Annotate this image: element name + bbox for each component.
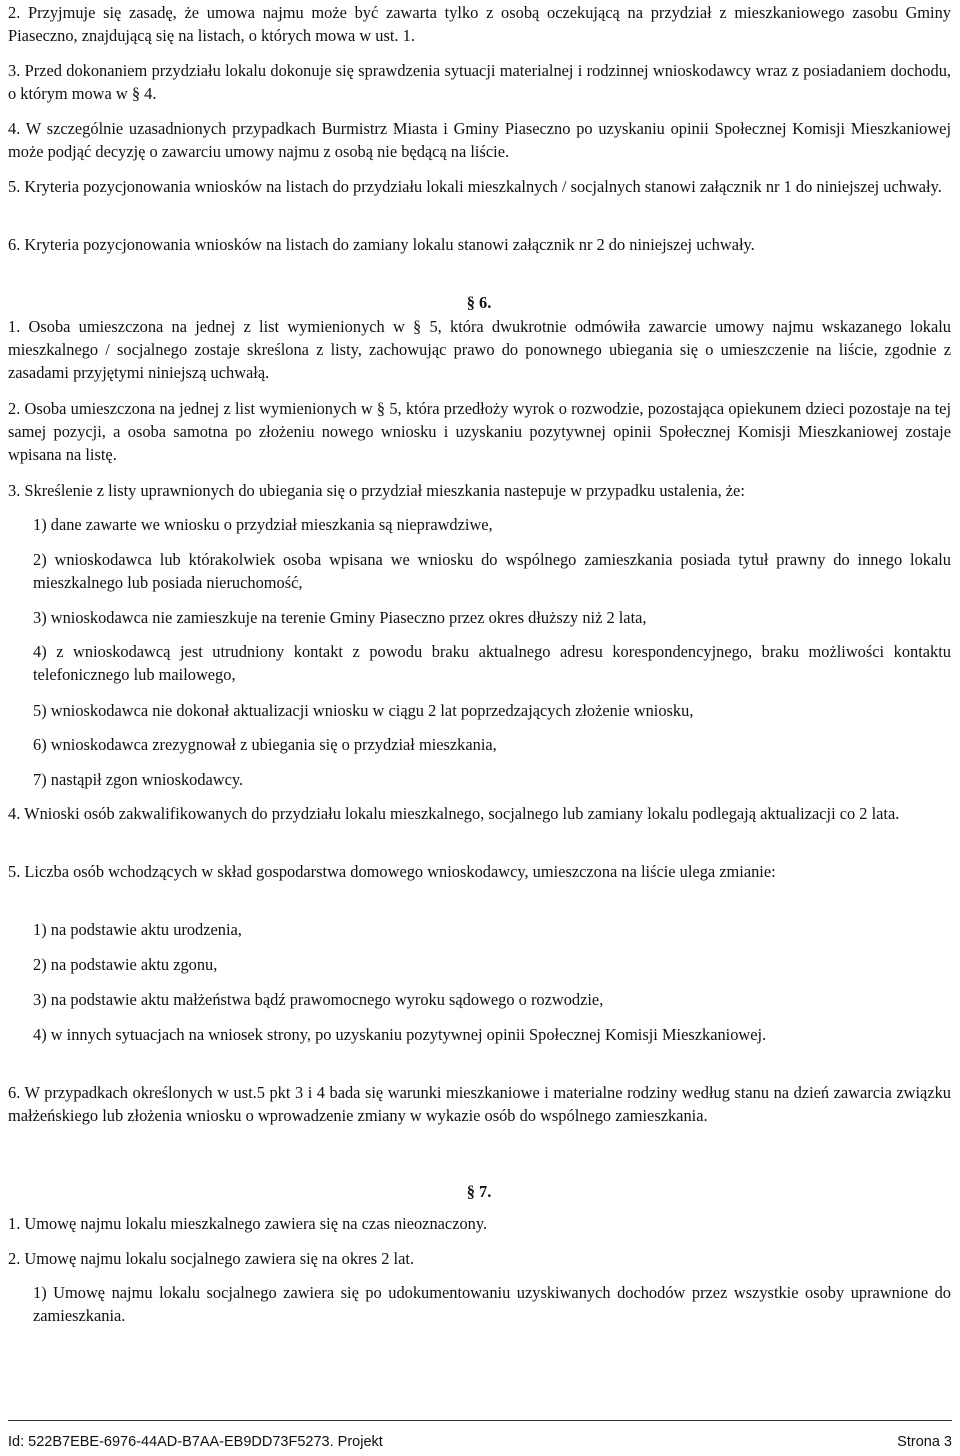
s6-p3-item-5: 5) wnioskodawca nie dokonał aktualizacji wniosku w ciągu 2 lat poprzedzających złożenie wniosku, xyxy=(33,701,694,720)
paragraph-6: 6. Kryteria pozycjonowania wniosków na listach do zamiany lokalu stanowi załącznik nr 2 do niniejszej uchwały. xyxy=(8,235,755,254)
s6-paragraph-5: 5. Liczba osób wchodzących w skład gospodarstwa domowego wnioskodawcy, umieszczona na liście ulega zmianie: xyxy=(8,862,776,881)
s7-paragraph-1: 1. Umowę najmu lokalu mieszkalnego zawiera się na czas nieoznaczony. xyxy=(8,1214,488,1233)
paragraph-5: 5. Kryteria pozycjonowania wniosków na listach do przydziału lokali mieszkalnych / socjalnych stanowi załącznik nr 1 do niniejszej uchwały. xyxy=(8,177,942,196)
footer-document-id: Id: 522B7EBE-6976-44AD-B7AA-EB9DD73F5273. Projekt xyxy=(8,1434,383,1450)
section-6-heading-text: § 6. xyxy=(466,293,492,312)
s6-p5-item-3: 3) na podstawie aktu małżeństwa bądź prawomocnego wyroku sądowego o rozwodzie, xyxy=(33,990,604,1009)
s6-paragraph-2: 2. Osoba umieszczona na jednej z list wymienionych w § 5, która przedłoży wyrok o rozwodzie, pozostająca opiekunem dzieci pozostaje na tej samej pozycji, a osoba samotna po złożeniu nowego wniosku i uzyskaniu pozytywnej opinii Społecznej Komisji Mieszkaniowej zostaje wpisana na listę. xyxy=(8,399,951,464)
s6-p3-item-7: 7) nastąpił zgon wnioskodawcy. xyxy=(33,770,244,789)
s6-paragraph-4: 4. Wnioski osób zakwalifikowanych do przydziału lokalu mieszkalnego, socjalnego lub zamiany lokalu podlegają aktualizacji co 2 lata. xyxy=(8,804,900,823)
s7-paragraph-2: 2. Umowę najmu lokalu socjalnego zawiera się na okres 2 lat. xyxy=(8,1249,414,1268)
s6-paragraph-6: 6. W przypadkach określonych w ust.5 pkt 3 i 4 bada się warunki mieszkaniowe i materialne rodziny według stanu na dzień zawarcia związku małżeńskiego lub złożenia wniosku o wprowadzenie zmiany w wykazie osób do wspólnego zamieszkania. xyxy=(8,1083,951,1125)
s6-p5-item-4: 4) w innych sytuacjach na wniosek strony, po uzyskaniu pozytywnej opinii Społecznej Komisji Mieszkaniowej. xyxy=(33,1025,767,1044)
section-6-heading xyxy=(0,291,960,314)
s6-p3-item-3: 3) wnioskodawca nie zamieszkuje na terenie Gminy Piaseczno przez okres dłuższy niż 2 lata, xyxy=(33,608,647,627)
s6-p3-item-6: 6) wnioskodawca zrezygnował z ubiegania się o przydział mieszkania, xyxy=(33,735,497,754)
paragraph-3: 3. Przed dokonaniem przydziału lokalu dokonuje się sprawdzenia sytuacji materialnej i rodzinnej wnioskodawcy wraz z posiadaniem dochodu, o którym mowa w § 4. xyxy=(8,61,951,103)
paragraph-2: 2. Przyjmuje się zasadę, że umowa najmu może być zawarta tylko z osobą oczekującą na przydział z mieszkaniowego zasobu Gminy Piaseczno, znajdującą się na listach, o których mowa w ust. 1. xyxy=(8,3,951,45)
section-7-heading xyxy=(0,1180,960,1203)
paragraph-4: 4. W szczególnie uzasadnionych przypadkach Burmistrz Miasta i Gminy Piaseczno po uzyskaniu opinii Społecznej Komisji Mieszkaniowej może podjąć decyzję o zawarciu umowy najmu z osobą nie będącą na liście. xyxy=(8,119,951,161)
s6-p5-item-2: 2) na podstawie aktu zgonu, xyxy=(33,955,218,974)
s6-p3-item-2: 2) wnioskodawca lub którakolwiek osoba wpisana we wniosku do wspólnego zamieszkania posiada tytuł prawny do innego lokalu mieszkalnego lub posiada nieruchomość, xyxy=(33,550,951,592)
s7-item-1: 1) Umowę najmu lokalu socjalnego zawiera się po udokumentowaniu uzyskiwanych dochodów przez wszystkie osoby uprawnione do zamieszkania. xyxy=(33,1283,951,1325)
s6-p3-item-1: 1) dane zawarte we wniosku o przydział mieszkania są nieprawdziwe, xyxy=(33,515,493,534)
s6-p5-item-1: 1) na podstawie aktu urodzenia, xyxy=(33,920,242,939)
s6-paragraph-3: 3. Skreślenie z listy uprawnionych do ubiegania się o przydział mieszkania nastepuje w przypadku ustalenia, że: xyxy=(8,481,745,500)
s6-paragraph-1: 1. Osoba umieszczona na jednej z list wymienionych w § 5, która dwukrotnie odmówiła zawarcie umowy najmu wskazanego lokalu mieszkalnego / socjalnego zostaje skreślona z listy, zachowując prawo do ponownego ubiegania się o umieszczenie na liście, zgodnie z zasadami przyjętymi niniejszą uchwałą. xyxy=(8,317,951,382)
section-7-heading-text: § 7. xyxy=(466,1182,492,1201)
footer-page-number: Strona 3 xyxy=(897,1434,952,1450)
s6-p3-item-4: 4) z wnioskodawcą jest utrudniony kontakt z powodu braku aktualnego adresu korespondencyjnego, braku możliwości kontaktu telefonicznego lub mailowego, xyxy=(33,642,951,684)
footer-divider xyxy=(8,1420,952,1421)
